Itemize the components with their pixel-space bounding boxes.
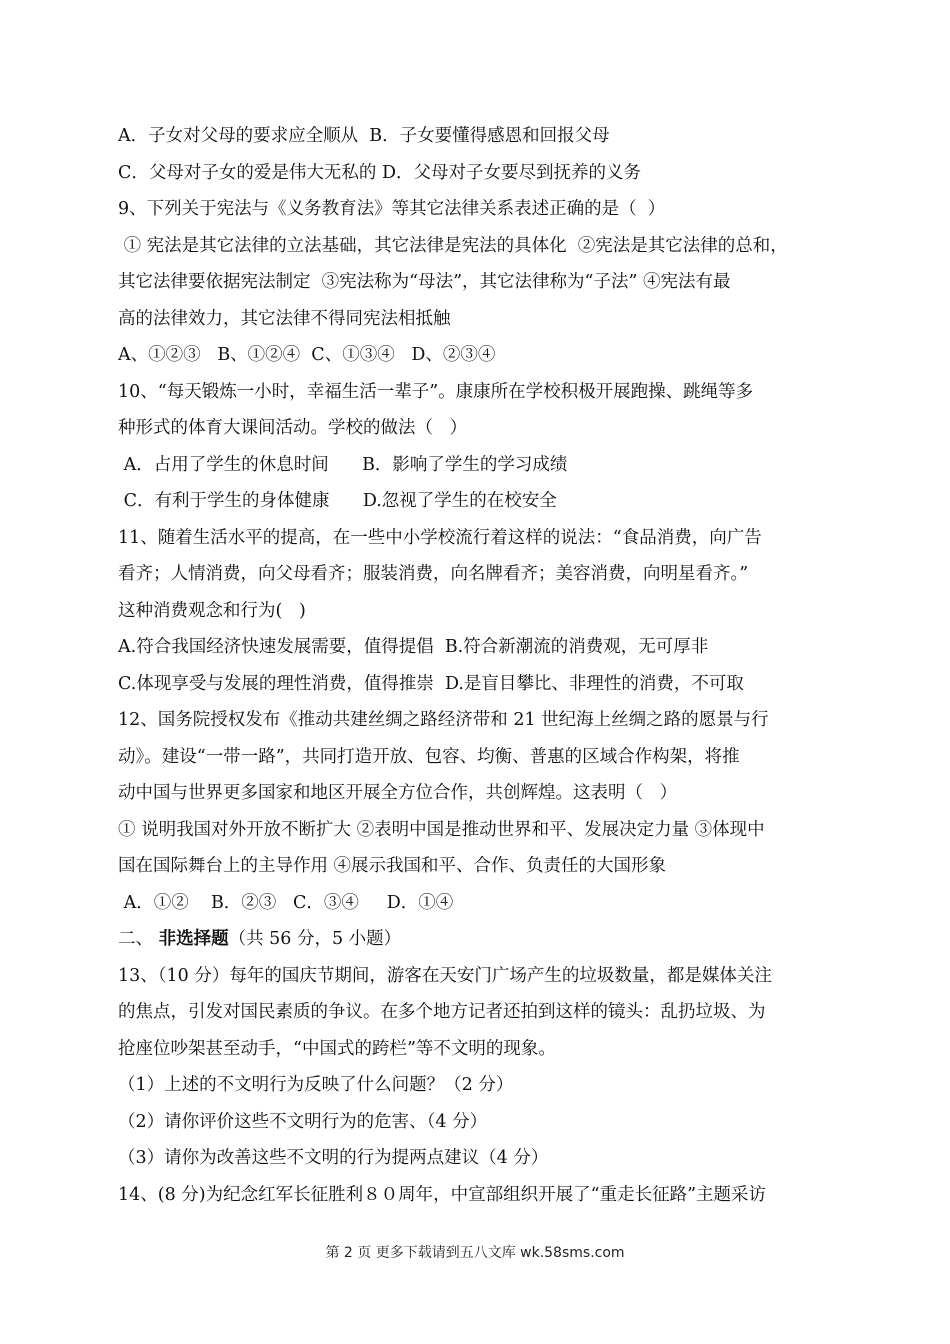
text-line: 动中国与世界更多国家和地区开展全方位合作，共创辉煌。这表明（ ） — [118, 783, 678, 803]
answer-options: A.符合我国经济快速发展需要，值得提倡 B.符合新潮流的消费观，无可厚非 — [118, 637, 709, 657]
page-footer: 第 2 页 更多下载请到五八文库 wk.58sms.com — [325, 1245, 625, 1261]
question-14: 14、(8 分)为纪念红军长征胜利８０周年，中宣部组织开展了“重走长征路”主题采访 — [118, 1184, 767, 1205]
text-line: 抢座位吵架甚至动手，“中国式的跨栏”等不文明的现象。 — [118, 1038, 556, 1059]
text-line: 国在国际舞台上的主导作用 ④展示我国和平、合作、负责任的大国形象 — [118, 856, 667, 876]
text-line: 其它法律要依据宪法制定 ③宪法称为“母法”，其它法律称为“子法” ④宪法有最 — [118, 272, 731, 292]
sub-question: （3）请你为改善这些不文明的行为提两点建议（4 分） — [118, 1148, 549, 1168]
text-line: ① 说明我国对外开放不断扩大 ②表明中国是推动世界和平、发展决定力量 ③体现中 — [118, 819, 765, 840]
question-12: 12、国务院授权发布《推动共建丝绸之路经济带和 21 世纪海上丝绸之路的愿景与行 — [118, 710, 769, 730]
answer-options: C．有利于学生的身体健康 D.忽视了学生的在校安全 — [118, 491, 557, 511]
text-line: 种形式的体育大课间活动。学校的做法（ ） — [118, 418, 468, 438]
text-line: 这种消费观念和行为( ) — [118, 600, 306, 621]
question-13: 13、（10 分）每年的国庆节期间，游客在天安门广场产生的垃圾数量，都是媒体关注 — [118, 965, 772, 986]
question-11: 11、随着生活水平的提高，在一些中小学校流行着这样的说法：“食品消费，向广告 — [118, 527, 762, 548]
text-line: 动》。建设“一带一路”，共同打造开放、包容、均衡、普惠的区域合作构架，将推 — [118, 746, 740, 767]
answer-options: A．占用了学生的休息时间 B．影响了学生的学习成绩 — [118, 454, 568, 475]
answer-options: A．①② B．②③ C．③④ D．①④ — [118, 892, 454, 913]
sub-question: （1）上述的不文明行为反映了什么问题？（2 分） — [118, 1075, 514, 1095]
text-line: 高的法律效力，其它法律不得同宪法相抵触 — [118, 308, 451, 329]
section-meta: （共 56 分，5 小题） — [228, 929, 402, 949]
answer-options: A、①②③ B、①②④ C、①③④ D、②③④ — [118, 345, 496, 365]
section-title: 非选择题 — [158, 929, 229, 949]
text-line: C．父母对子女的爱是伟大无私的 D．父母对子女要尽到抚养的义务 — [118, 162, 641, 183]
text-line: 的焦点，引发对国民素质的争议。在多个地方记者还拍到这样的镜头：乱扔垃圾、为 — [118, 1002, 766, 1022]
text-line: A．子女对父母的要求应全顺从 B．子女要懂得感恩和回报父母 — [118, 126, 610, 146]
sub-question: （2）请你评价这些不文明行为的危害、（4 分） — [118, 1111, 488, 1132]
section-number: 二、 — [118, 929, 159, 949]
text-line: 看齐；人情消费，向父母看齐；服装消费，向名牌看齐；美容消费，向明星看齐。” — [118, 564, 749, 584]
text-line: ① 宪法是其它法律的立法基础，其它法律是宪法的具体化 ②宪法是其它法律的总和， — [118, 235, 788, 256]
document-body — [118, 118, 838, 1213]
question-10: 10、“每天锻炼一小时，幸福生活一辈子”。康康所在学校积极开展跑操、跳绳等多 — [118, 381, 754, 402]
section-heading — [118, 921, 838, 958]
question-9: 9、下列关于宪法与《义务教育法》等其它法律关系表述正确的是（ ） — [118, 199, 666, 219]
answer-options: C.体现享受与发展的理性消费，值得推崇 D.是盲目攀比、非理性的消费，不可取 — [118, 673, 744, 694]
